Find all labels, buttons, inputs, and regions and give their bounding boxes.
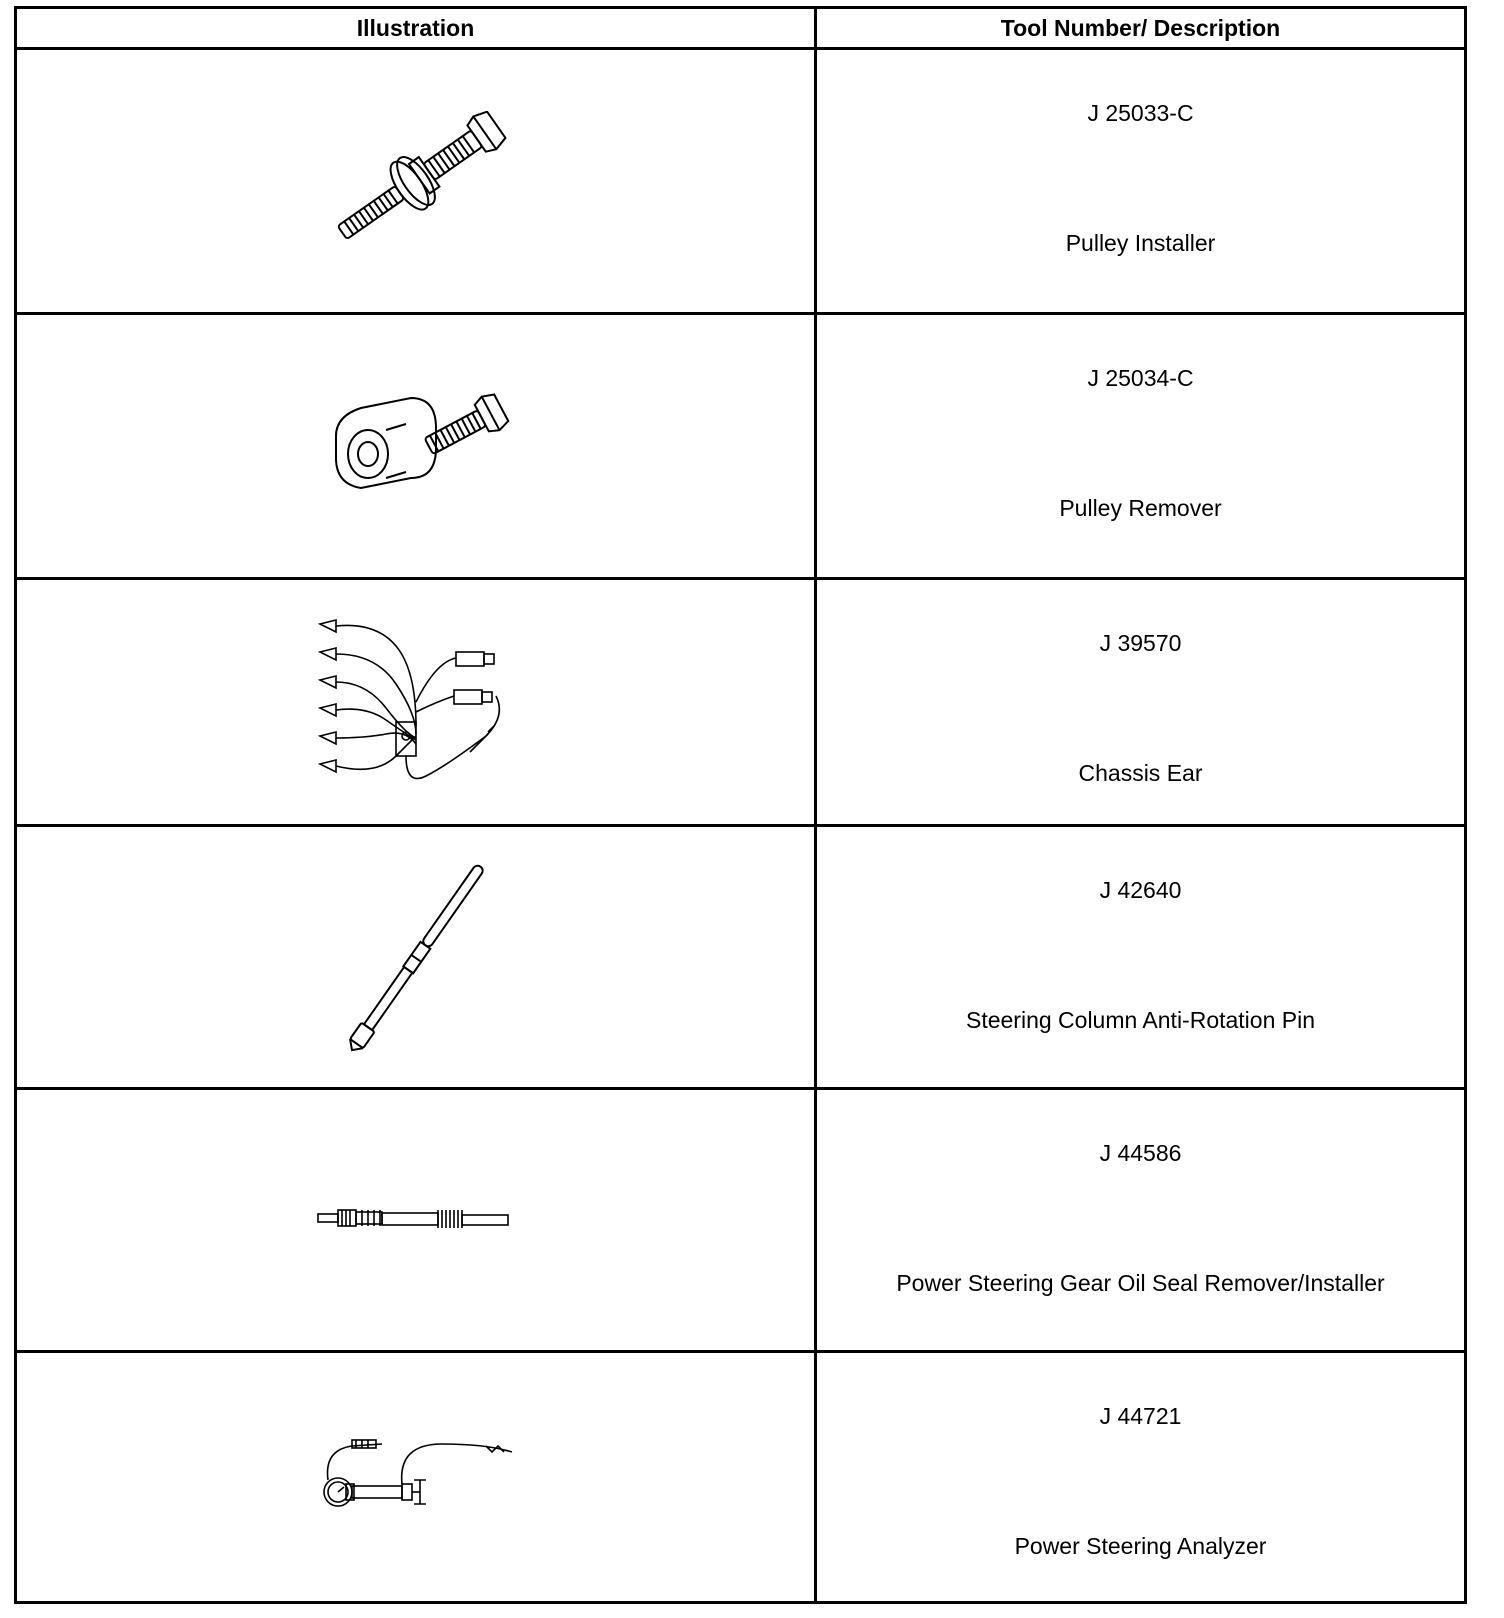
description-cell xyxy=(816,826,1466,1089)
pulley-remover-icon xyxy=(316,376,516,516)
table-row xyxy=(16,579,1466,826)
table-row xyxy=(16,49,1466,314)
oil-seal-tool-icon xyxy=(316,1200,516,1240)
description-cell xyxy=(816,314,1466,579)
tool-number: J 25034-C xyxy=(1087,365,1194,391)
table-row xyxy=(16,314,1466,579)
description-cell xyxy=(816,49,1466,314)
special-tools-table xyxy=(14,6,1467,1604)
tool-number: J 42640 xyxy=(1099,877,1182,903)
tool-description: Steering Column Anti-Rotation Pin xyxy=(965,1007,1316,1033)
pulley-installer-icon xyxy=(316,111,516,251)
table-header-row xyxy=(16,8,1466,49)
tool-number: J 44586 xyxy=(1099,1140,1182,1166)
description-cell xyxy=(816,1352,1466,1603)
illustration-cell xyxy=(16,579,816,826)
illustration-cell xyxy=(16,1089,816,1352)
tool-number: J 25033-C xyxy=(1087,100,1194,126)
tool-description: Pulley Installer xyxy=(1065,230,1216,256)
steering-analyzer-icon xyxy=(316,1432,516,1522)
description-header: Tool Number/ Description xyxy=(816,8,1466,49)
tool-description: Chassis Ear xyxy=(1078,760,1203,786)
tool-description: Pulley Remover xyxy=(1059,495,1222,521)
illustration-header: Illustration xyxy=(16,8,816,49)
tool-number: J 39570 xyxy=(1099,630,1182,656)
table-row xyxy=(16,1089,1466,1352)
description-cell xyxy=(816,579,1466,826)
description-cell xyxy=(816,1089,1466,1352)
chassis-ear-icon xyxy=(316,612,516,792)
illustration-cell xyxy=(16,49,816,314)
illustration-cell xyxy=(16,826,816,1089)
illustration-cell xyxy=(16,314,816,579)
tool-description: Power Steering Analyzer xyxy=(1014,1533,1267,1559)
illustration-cell xyxy=(16,1352,816,1603)
tool-number: J 44721 xyxy=(1099,1403,1182,1429)
tool-description: Power Steering Gear Oil Seal Remover/Installer xyxy=(896,1270,1385,1296)
anti-rotation-pin-icon xyxy=(311,852,521,1062)
table-row xyxy=(16,1352,1466,1603)
table-row xyxy=(16,826,1466,1089)
